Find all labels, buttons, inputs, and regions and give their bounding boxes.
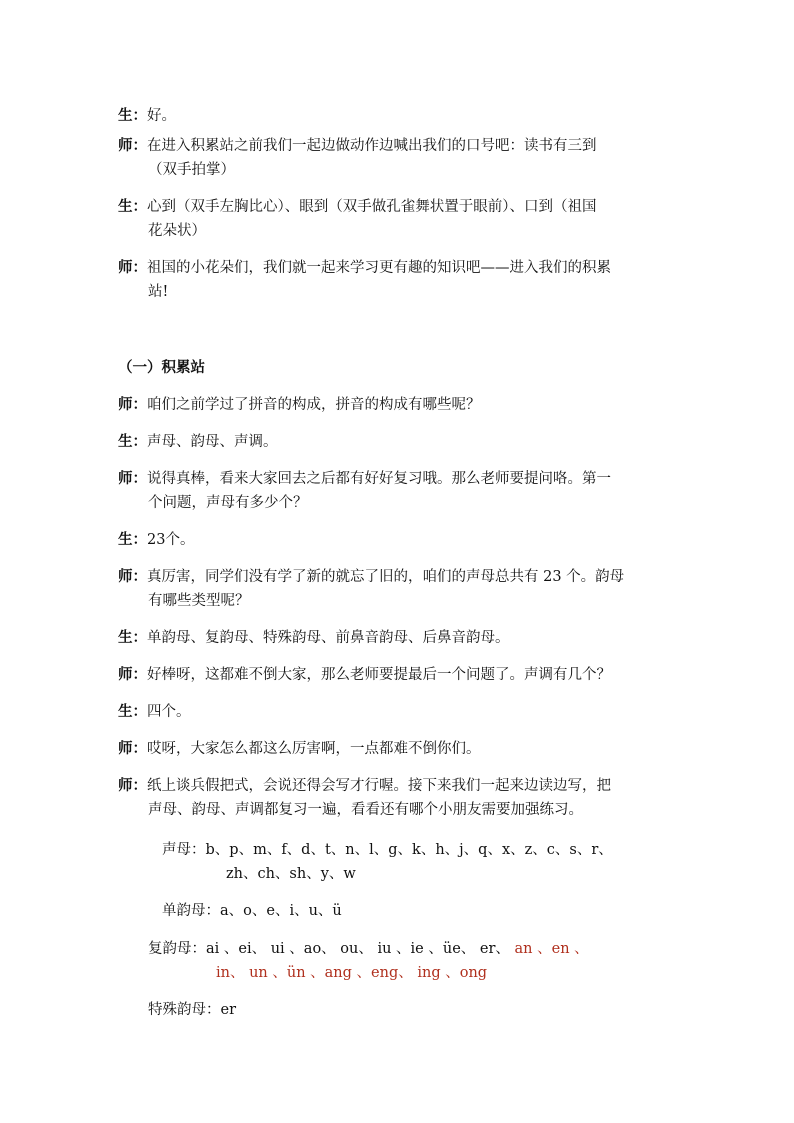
dialogue-text: 有哪些类型呢？ xyxy=(148,593,250,609)
dialogue-line xyxy=(118,565,678,589)
dialogue-paragraph xyxy=(118,700,678,724)
dialogue-paragraph xyxy=(118,737,678,761)
dialogue-line xyxy=(118,663,678,687)
dialogue-line xyxy=(118,737,678,761)
dialogue-text: 23个。 xyxy=(147,532,195,548)
dialogue-line xyxy=(118,774,678,798)
dialogue-text: 花朵状） xyxy=(148,223,206,239)
shengmu-label: 声母： xyxy=(162,842,206,858)
dialogue-line xyxy=(118,798,678,822)
speaker-label: 师： xyxy=(118,470,147,487)
dialogue-line xyxy=(118,626,678,650)
speaker-label: 师： xyxy=(118,396,147,413)
dialogue-line xyxy=(118,195,678,219)
dialogue-text: 四个。 xyxy=(147,704,191,720)
dialogue-text: 单韵母、复韵母、特殊韵母、前鼻音韵母、后鼻音韵母。 xyxy=(147,630,510,646)
speaker-label: 师： xyxy=(118,666,147,683)
speaker-label: 生： xyxy=(118,531,147,548)
speaker-label: 师： xyxy=(118,137,147,154)
dialogue-text: 说得真棒，看来大家回去之后都有好好复习哦。那么老师要提问咯。第一 xyxy=(147,471,611,487)
fuyunmu-nasal-values: an 、en 、 xyxy=(514,941,589,957)
dialogue-text: 哎呀，大家怎么都这么厉害啊，一点都难不倒你们。 xyxy=(147,741,481,757)
dialogue-paragraph xyxy=(118,663,678,687)
dialogue-text: 个问题，声母有多少个？ xyxy=(148,495,308,511)
fuyunmu-line-1 xyxy=(148,937,589,961)
dialogue-line xyxy=(118,219,678,243)
dialogue-paragraph xyxy=(118,393,678,417)
teshuyunmu-line xyxy=(148,998,236,1022)
teshuyunmu-label: 特殊韵母： xyxy=(148,1002,221,1018)
dialogue-text: 心到（双手左胸比心）、眼到（双手做孔雀舞状置于眼前）、口到（祖国 xyxy=(147,199,597,215)
speaker-label: 师： xyxy=(118,777,147,794)
teshuyunmu-values: er xyxy=(220,1002,237,1018)
dialogue-text: 咱们之前学过了拼音的构成，拼音的构成有哪些呢？ xyxy=(147,397,481,413)
dialogue-text: 在进入积累站之前我们一起边做动作边喊出我们的口号吧：读书有三到 xyxy=(147,138,597,154)
speaker-label: 生： xyxy=(118,629,147,646)
dialogue-line xyxy=(118,467,678,491)
dialogue-paragraph xyxy=(118,528,678,552)
dialogue-paragraph xyxy=(118,256,678,304)
dialogue-paragraph xyxy=(118,565,678,613)
section-heading: （一）积累站 xyxy=(118,359,205,376)
speaker-label: 生： xyxy=(118,703,147,720)
shengmu-line-1 xyxy=(162,838,613,862)
speaker-label: 师： xyxy=(118,568,147,585)
dialogue-line xyxy=(118,393,678,417)
dialogue-text: 纸上谈兵假把式，会说还得会写才行喔。接下来我们一起来边读边写，把 xyxy=(147,778,611,794)
speaker-label: 生： xyxy=(118,198,147,215)
dialogue-paragraph xyxy=(118,430,678,454)
dialogue-paragraph xyxy=(118,104,678,128)
dialogue-line xyxy=(118,700,678,724)
shengmu-line-2: zh、ch、sh、y、w xyxy=(226,866,356,882)
dialogue-text: 真厉害，同学们没有学了新的就忘了旧的，咱们的声母总共有 23 个。韵母 xyxy=(147,569,625,585)
speaker-label: 师： xyxy=(118,740,147,757)
dialogue-line xyxy=(118,158,678,182)
danyunmu-values: a、o、e、i、u、ü xyxy=(220,903,342,919)
dialogue-line xyxy=(118,491,678,515)
dialogue-line xyxy=(118,256,678,280)
dialogue-line xyxy=(118,430,678,454)
dialogue-line xyxy=(118,134,678,158)
dialogue-paragraph xyxy=(118,467,678,515)
speaker-label: 生： xyxy=(118,107,147,124)
fuyunmu-label: 复韵母： xyxy=(148,941,206,957)
dialogue-text: 好棒呀，这都难不倒大家，那么老师要提最后一个问题了。声调有几个？ xyxy=(147,667,611,683)
dialogue-text: 站! xyxy=(148,284,169,300)
dialogue-paragraph xyxy=(118,195,678,243)
dialogue-line xyxy=(118,280,678,304)
danyunmu-label: 单韵母： xyxy=(162,903,220,919)
dialogue-text: （双手拍掌） xyxy=(148,162,235,178)
dialogue-paragraph xyxy=(118,626,678,650)
shengmu-values: b、p、m、f、d、t、n、l、g、k、h、j、q、x、z、c、s、r、 xyxy=(205,842,613,858)
speaker-label: 师： xyxy=(118,259,147,276)
fuyunmu-values: ai 、ei、 ui 、ao、 ou、 iu 、ie 、üe、 er、 xyxy=(206,941,515,957)
dialogue-line xyxy=(118,528,678,552)
danyunmu-line xyxy=(162,899,342,923)
dialogue-text: 声母、韵母、声调。 xyxy=(147,434,278,450)
speaker-label: 生： xyxy=(118,433,147,450)
fuyunmu-line-2: in、 un 、ün 、ang 、eng、 ing 、ong xyxy=(216,965,488,981)
dialogue-line xyxy=(118,589,678,613)
dialogue-paragraph xyxy=(118,134,678,182)
dialogue-paragraph xyxy=(118,774,678,822)
dialogue-line xyxy=(118,104,678,128)
dialogue-text: 声母、韵母、声调都复习一遍，看看还有哪个小朋友需要加强练习。 xyxy=(148,802,583,818)
dialogue-text: 祖国的小花朵们，我们就一起来学习更有趣的知识吧——进入我们的积累 xyxy=(147,260,611,276)
dialogue-text: 好。 xyxy=(147,108,176,124)
